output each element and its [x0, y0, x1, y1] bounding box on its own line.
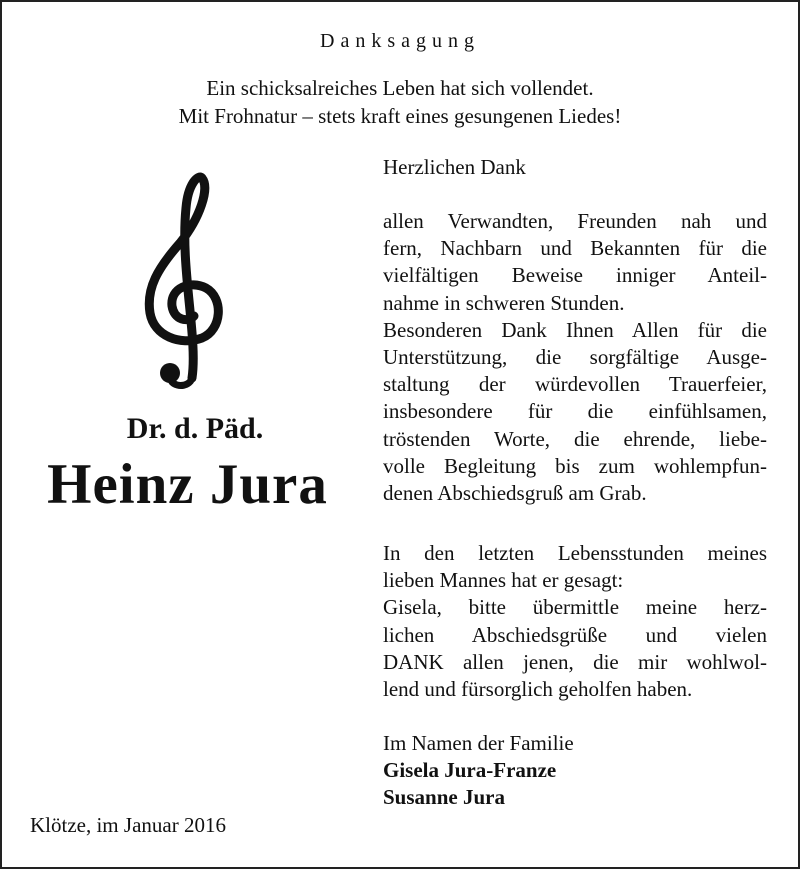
- paragraph1-line: staltung der würdevollen Trauerfeier,: [383, 372, 767, 397]
- thanks-heading: Herzlichen Dank: [383, 155, 526, 179]
- paragraph2-line: lieben Mannes hat er gesagt:: [383, 568, 624, 593]
- paragraph2-line: DANK allen jenen, die mir wohlwol-: [383, 649, 767, 674]
- signature-name: Susanne Jura: [383, 785, 505, 810]
- paragraph1-line: Unterstützung, die sorgfältige Ausge-: [383, 345, 767, 370]
- paragraph2-line: lend und fürsorglich geholfen haben.: [383, 677, 693, 702]
- treble-clef-icon: [140, 168, 235, 393]
- intro-line-1: Ein schicksalreiches Leben hat sich vollendet.: [206, 76, 594, 100]
- paragraph2-line: In den letzten Lebensstunden meines: [383, 541, 767, 565]
- intro-line-2: Mit Frohnatur – stets kraft eines gesungenen Liedes!: [178, 104, 622, 128]
- paragraph2-line: lichen Abschiedsgrüße und vielen: [383, 622, 767, 647]
- paragraph1-line: fern, Nachbarn und Bekannten für die: [383, 236, 767, 261]
- place-date: Klötze, im Januar 2016: [30, 813, 226, 837]
- paragraph1-line: allen Verwandten, Freunden nah und: [383, 209, 767, 233]
- paragraph1-line: insbesondere für die einfühlsamen,: [383, 399, 767, 424]
- paragraph1-line: denen Abschiedsgruß am Grab.: [383, 481, 647, 506]
- signature-name: Gisela Jura-Franze: [383, 758, 557, 783]
- paragraph1-line: tröstenden Worte, die ehrende, liebe-: [383, 426, 767, 451]
- deceased-name: Heinz Jura: [47, 453, 328, 516]
- paragraph2-line: Gisela, bitte übermittle meine herz-: [383, 595, 767, 620]
- paragraph1-line: volle Begleitung bis zum wohlempfun-: [383, 453, 767, 478]
- intro-text: [0, 74, 800, 130]
- notice-heading: Danksagung: [320, 30, 480, 52]
- paragraph1-line: nahme in schweren Stunden.: [383, 290, 625, 315]
- signature-intro: Im Namen der Familie: [383, 731, 574, 755]
- signature-block: [383, 730, 767, 812]
- deceased-title: Dr. d. Päd.: [126, 412, 264, 445]
- paragraph1-line: vielfältigen Beweise inniger Anteil-: [383, 263, 767, 288]
- thanks-paragraph-1: [383, 208, 767, 507]
- paragraph1-line: Besonderen Dank Ihnen Allen für die: [383, 317, 767, 342]
- thanks-paragraph-2: [383, 540, 767, 703]
